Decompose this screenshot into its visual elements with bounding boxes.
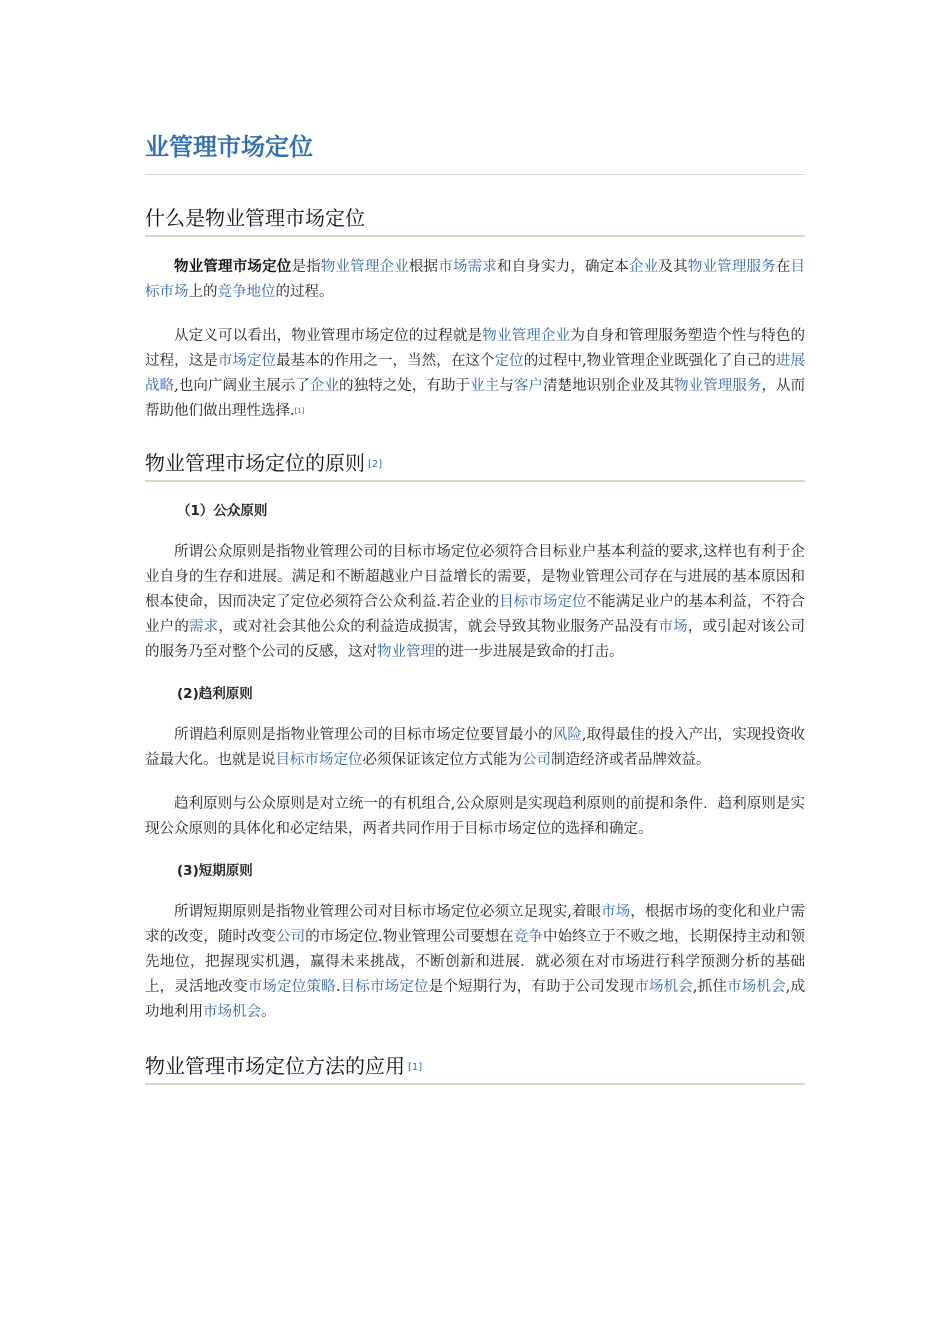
inline-link[interactable]: 物业管理企业 bbox=[320, 259, 409, 275]
text-run: ,取得最佳的投入产出，实现投资收益最大化。也就是说 bbox=[145, 727, 806, 768]
inline-link[interactable]: 物业管理服务 bbox=[674, 378, 762, 394]
page-title: 业管理市场定位 bbox=[145, 130, 805, 175]
text-run: 中始终立于不败之地，长期保持主动和领先地位，把握现实机遇，赢得未来挑战，不断创新和进展．就必须在对市场进行科学预测分析的基础上，灵活地改变 bbox=[145, 929, 806, 995]
text-run: 及其 bbox=[658, 259, 688, 275]
inline-link[interactable]: 目标市场定位 bbox=[275, 752, 363, 768]
principle-label-profit: (2)趋利原则 bbox=[177, 686, 253, 702]
paragraph bbox=[145, 255, 805, 305]
inline-link[interactable]: 物业管理 bbox=[377, 644, 435, 660]
section-heading-principles bbox=[145, 448, 805, 482]
principle-label-public: （1）公众原则 bbox=[177, 503, 268, 519]
text-run: 在 bbox=[775, 259, 791, 275]
text-run: ，根据市场的变化和业户需求的改变，随时改变 bbox=[145, 904, 806, 945]
text-run: 。 bbox=[261, 1004, 276, 1020]
text-run: 是指 bbox=[291, 259, 321, 275]
text-run: 清楚地识别企业及其 bbox=[542, 378, 675, 394]
text-run: 所谓趋利原则是指物业管理公司的目标市场定位要冒最小的 bbox=[174, 727, 553, 743]
inline-link[interactable]: 竞争地位 bbox=[217, 284, 276, 300]
text-run: ,也向广阔业主展示了 bbox=[174, 378, 310, 394]
text-run: 的市场定位.物业管理公司要想在 bbox=[305, 929, 514, 945]
inline-link[interactable]: 市场机会 bbox=[203, 1004, 261, 1020]
section-heading-text: 物业管理市场定位方法的应用 bbox=[145, 1054, 405, 1078]
paragraph bbox=[145, 900, 805, 1025]
inline-link[interactable]: 目标市场 bbox=[145, 259, 806, 300]
reference-link[interactable]: [2] bbox=[368, 459, 383, 470]
inline-link[interactable]: 市场需求 bbox=[438, 259, 497, 275]
text-run: ，或对社会其他公众的利益造成损害，就会导致其物业服务产品没有 bbox=[218, 619, 659, 635]
text-run: 与 bbox=[499, 378, 514, 394]
inline-link[interactable]: 市场机会 bbox=[634, 979, 693, 995]
text-run: 不能满足业户的基本利益，不符合业户的 bbox=[145, 594, 806, 635]
text-run: 上的 bbox=[188, 284, 218, 300]
reference-link[interactable]: [1] bbox=[408, 1062, 423, 1073]
inline-link[interactable]: 目标市场定位 bbox=[340, 979, 429, 995]
principle-label-short-term: (3)短期原则 bbox=[177, 863, 253, 879]
text-run: 制造经济或者品牌效益。 bbox=[551, 752, 711, 768]
inline-link[interactable]: 市场定位策略 bbox=[247, 979, 336, 995]
text-run: 所谓公众原则是指物业管理公司的目标市场定位必须符合目标业户基本利益的要求,这样也有利于企业自身的生存和进展。满足和不断超越业户日益增长的需要，是物业管理公司存在与进展的基本原因和根本使命，因而决定了定位必须符合公众利益.若企业的 bbox=[145, 544, 805, 610]
inline-link[interactable]: 市场 bbox=[658, 619, 688, 635]
inline-link[interactable]: 物业管理服务 bbox=[687, 259, 776, 275]
paragraph bbox=[145, 324, 805, 424]
reference-link[interactable]: [1] bbox=[294, 407, 305, 415]
text-run: . bbox=[335, 979, 341, 995]
inline-link[interactable]: 市场 bbox=[601, 904, 631, 920]
inline-link[interactable]: 定位 bbox=[494, 353, 524, 369]
paragraph bbox=[145, 723, 805, 773]
text-run: 为自身和管理服务塑造个性与特色的过程，这是 bbox=[145, 328, 806, 369]
inline-link[interactable]: 目标市场定位 bbox=[499, 594, 587, 610]
inline-link[interactable]: 市场定位 bbox=[217, 353, 277, 369]
section-heading-text: 什么是物业管理市场定位 bbox=[145, 206, 365, 230]
bold-term: 物业管理市场定位 bbox=[174, 259, 292, 275]
text-run: 从定义可以看出，物业管理市场定位的过程就是 bbox=[174, 328, 483, 344]
paragraph bbox=[145, 540, 805, 665]
text-run: ,成功地利用 bbox=[145, 979, 806, 1020]
text-run: 的过程中,物业管理企业既强化了自己的 bbox=[523, 353, 776, 369]
text-run: 最基本的作用之一，当然，在这个 bbox=[276, 353, 495, 369]
text-run: 的进一步进展是致命的打击。 bbox=[435, 644, 624, 660]
text-run: 根据 bbox=[408, 259, 439, 275]
inline-link[interactable]: 公司 bbox=[276, 929, 306, 945]
inline-link[interactable]: 进展战略 bbox=[145, 353, 806, 394]
inline-link[interactable]: 风险 bbox=[552, 727, 582, 743]
text-run: 趋利原则与公众原则是对立统一的有机组合,公众原则是实现趋利原则的前提和条件．趋利原则是实现公众原则的具体化和必定结果，两者共同作用于目标市场定位的选择和确定。 bbox=[145, 796, 805, 837]
inline-link[interactable]: 市场机会 bbox=[727, 979, 786, 995]
text-run: 是个短期行为，有助于公司发现 bbox=[428, 979, 635, 995]
section-heading-text: 物业管理市场定位的原则 bbox=[145, 451, 365, 475]
text-run: ,抓住 bbox=[692, 979, 728, 995]
inline-link[interactable]: 企业 bbox=[629, 259, 659, 275]
inline-link[interactable]: 客户 bbox=[513, 378, 543, 394]
inline-link[interactable]: 需求 bbox=[189, 619, 219, 635]
inline-link[interactable]: 竞争 bbox=[513, 929, 543, 945]
text-run: 所谓短期原则是指物业管理公司对目标市场定位必须立足现实,着眼 bbox=[174, 904, 602, 920]
document-page bbox=[145, 130, 805, 1085]
inline-link[interactable]: 物业管理企业 bbox=[482, 328, 571, 344]
section-heading-application bbox=[145, 1051, 805, 1085]
section-heading-definition bbox=[145, 203, 805, 237]
text-run: ，或引起对该公司的服务乃至对整个公司的反感，这对 bbox=[145, 619, 806, 660]
paragraph bbox=[145, 792, 805, 842]
inline-link[interactable]: 业主 bbox=[470, 378, 500, 394]
inline-link[interactable]: 公司 bbox=[522, 752, 551, 768]
inline-link[interactable]: 企业 bbox=[309, 378, 340, 394]
text-run: 的过程。 bbox=[275, 284, 334, 300]
text-run: 和自身实力，确定本 bbox=[496, 259, 630, 275]
text-run: ，从而帮助他们做出理性选择. bbox=[145, 378, 806, 419]
text-run: 的独特之处，有助于 bbox=[339, 378, 471, 394]
text-run: 必须保证该定位方式能为 bbox=[362, 752, 522, 768]
